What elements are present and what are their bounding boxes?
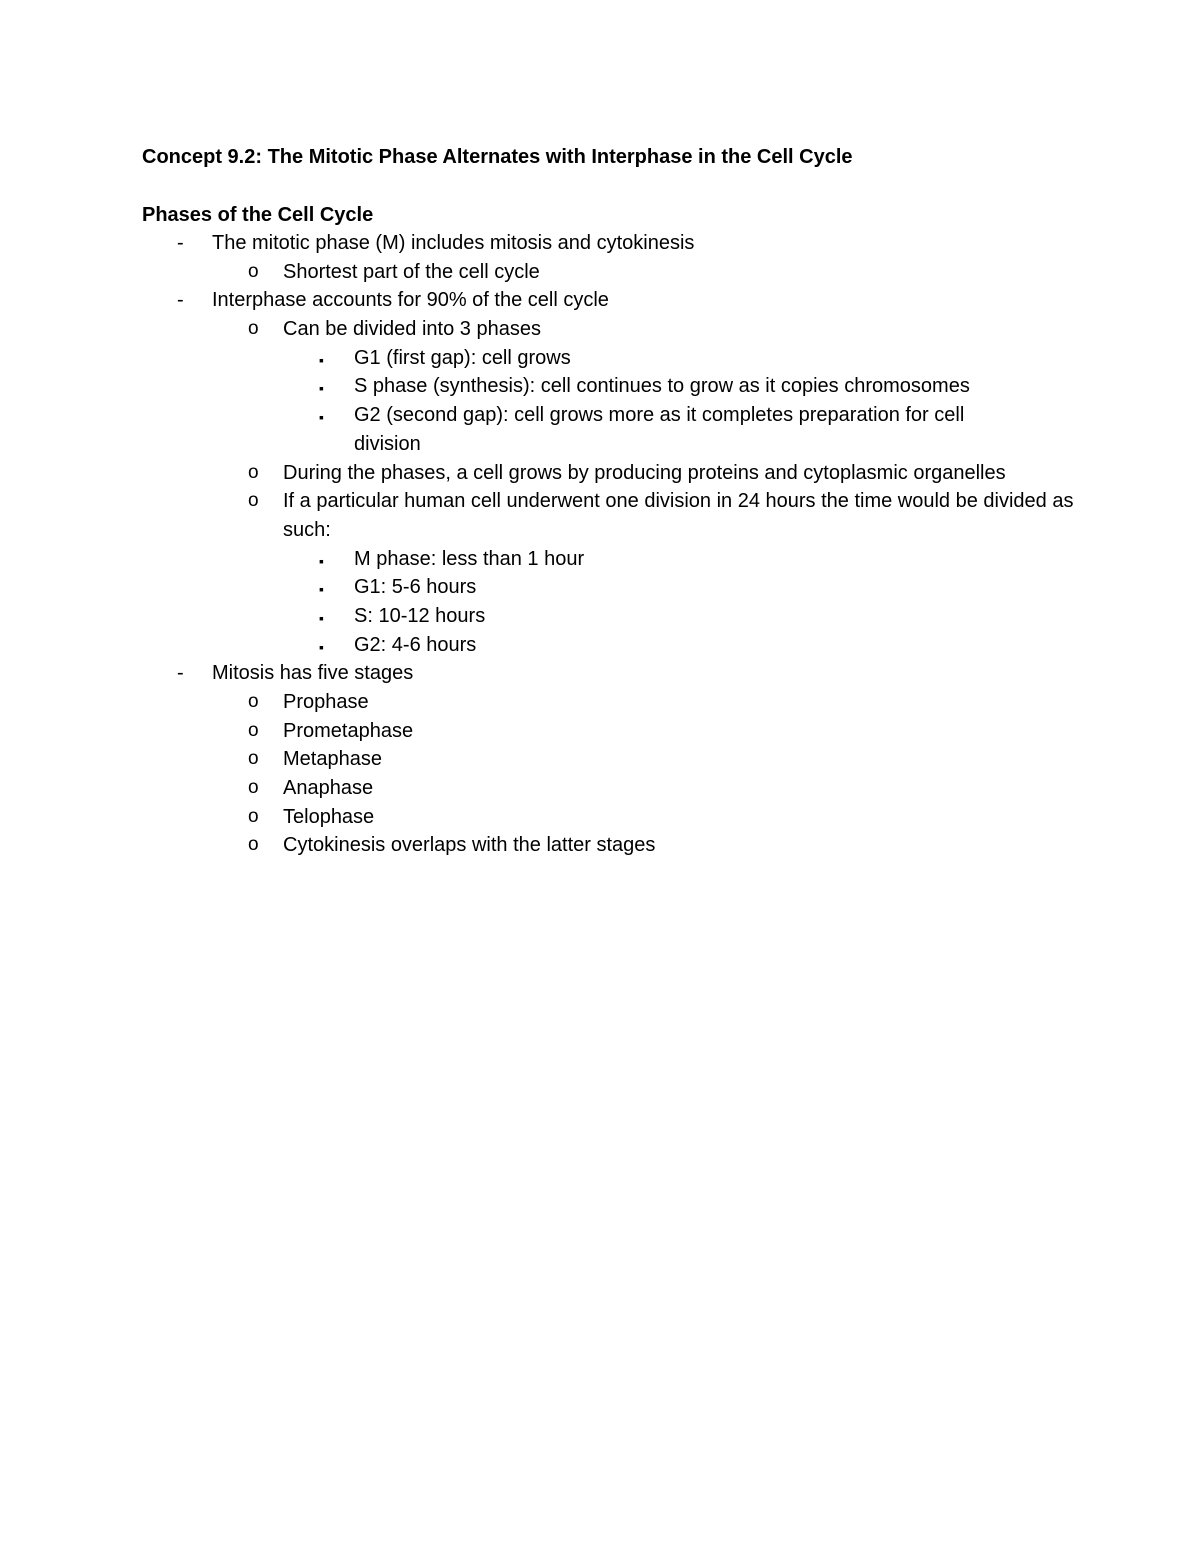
list-item-text: Telophase <box>283 805 375 828</box>
list-item-text: G1: 5-6 hours <box>354 576 477 599</box>
circle-bullet: o <box>248 490 259 512</box>
dash-bullet: - <box>177 232 184 254</box>
list-item <box>0 803 1200 832</box>
square-bullet: ▪ <box>319 638 324 655</box>
bullet-outline <box>0 229 1200 860</box>
list-item <box>0 459 1200 488</box>
circle-bullet: o <box>248 719 259 741</box>
circle-bullet: o <box>248 260 259 282</box>
list-item-text: Shortest part of the cell cycle <box>283 260 540 283</box>
list-item-text: If a particular human cell underwent one division in 24 hours the time would be divided as such: <box>283 490 1074 541</box>
list-item <box>0 688 1200 717</box>
list-item <box>0 745 1200 774</box>
circle-bullet: o <box>248 691 259 713</box>
list-item-text: Anaphase <box>283 777 374 800</box>
list-item <box>0 831 1200 860</box>
circle-bullet: o <box>248 834 259 856</box>
list-item <box>0 717 1200 746</box>
list-item <box>0 286 1200 315</box>
list-item <box>0 229 1200 258</box>
list-item <box>0 573 1200 602</box>
list-item <box>0 602 1200 631</box>
circle-bullet: o <box>248 777 259 799</box>
list-item-text: G2 (second gap): cell grows more as it completes preparation for cell division <box>354 404 965 455</box>
list-item-text: Prophase <box>283 691 369 714</box>
dash-bullet: - <box>177 662 184 685</box>
dash-bullet: - <box>177 289 184 312</box>
list-item-text: Prometaphase <box>283 719 414 742</box>
square-bullet: ▪ <box>319 609 324 626</box>
circle-bullet: o <box>248 805 259 827</box>
list-item <box>0 487 1200 544</box>
list-item <box>0 258 1200 287</box>
square-bullet: ▪ <box>319 380 324 397</box>
list-item-text: Mitosis has five stages <box>212 662 414 685</box>
list-item-text: The mitotic phase (M) includes mitosis and cytokinesis <box>212 232 695 254</box>
list-item <box>0 631 1200 660</box>
square-bullet: ▪ <box>319 351 324 368</box>
list-item-text: Interphase accounts for 90% of the cell cycle <box>212 289 609 312</box>
list-item <box>0 659 1200 688</box>
square-bullet: ▪ <box>319 552 324 569</box>
square-bullet: ▪ <box>319 409 324 426</box>
list-item <box>0 774 1200 803</box>
circle-bullet: o <box>248 318 259 340</box>
circle-bullet: o <box>248 461 259 483</box>
list-item <box>0 344 1200 373</box>
list-item <box>0 372 1200 401</box>
page-title: Concept 9.2: The Mitotic Phase Alternates with Interphase in the Cell Cycle <box>142 146 853 168</box>
list-item-text: G1 (first gap): cell grows <box>354 346 571 369</box>
list-item-text: Can be divided into 3 phases <box>283 318 541 341</box>
list-item-text: Metaphase <box>283 748 382 771</box>
list-item-text: During the phases, a cell grows by producing proteins and cytoplasmic organelles <box>283 461 1006 484</box>
list-item <box>0 315 1200 344</box>
list-item <box>0 401 1200 458</box>
section-heading: Phases of the Cell Cycle <box>142 204 374 226</box>
list-item-text: G2: 4-6 hours <box>354 633 477 656</box>
list-item-text: Cytokinesis overlaps with the latter stages <box>283 834 656 857</box>
list-item <box>0 545 1200 574</box>
list-item-text: S phase (synthesis): cell continues to grow as it copies chromosomes <box>354 375 970 398</box>
list-item-text: M phase: less than 1 hour <box>354 547 585 570</box>
list-item-text: S: 10-12 hours <box>354 604 486 627</box>
circle-bullet: o <box>248 748 259 770</box>
square-bullet: ▪ <box>319 581 324 598</box>
